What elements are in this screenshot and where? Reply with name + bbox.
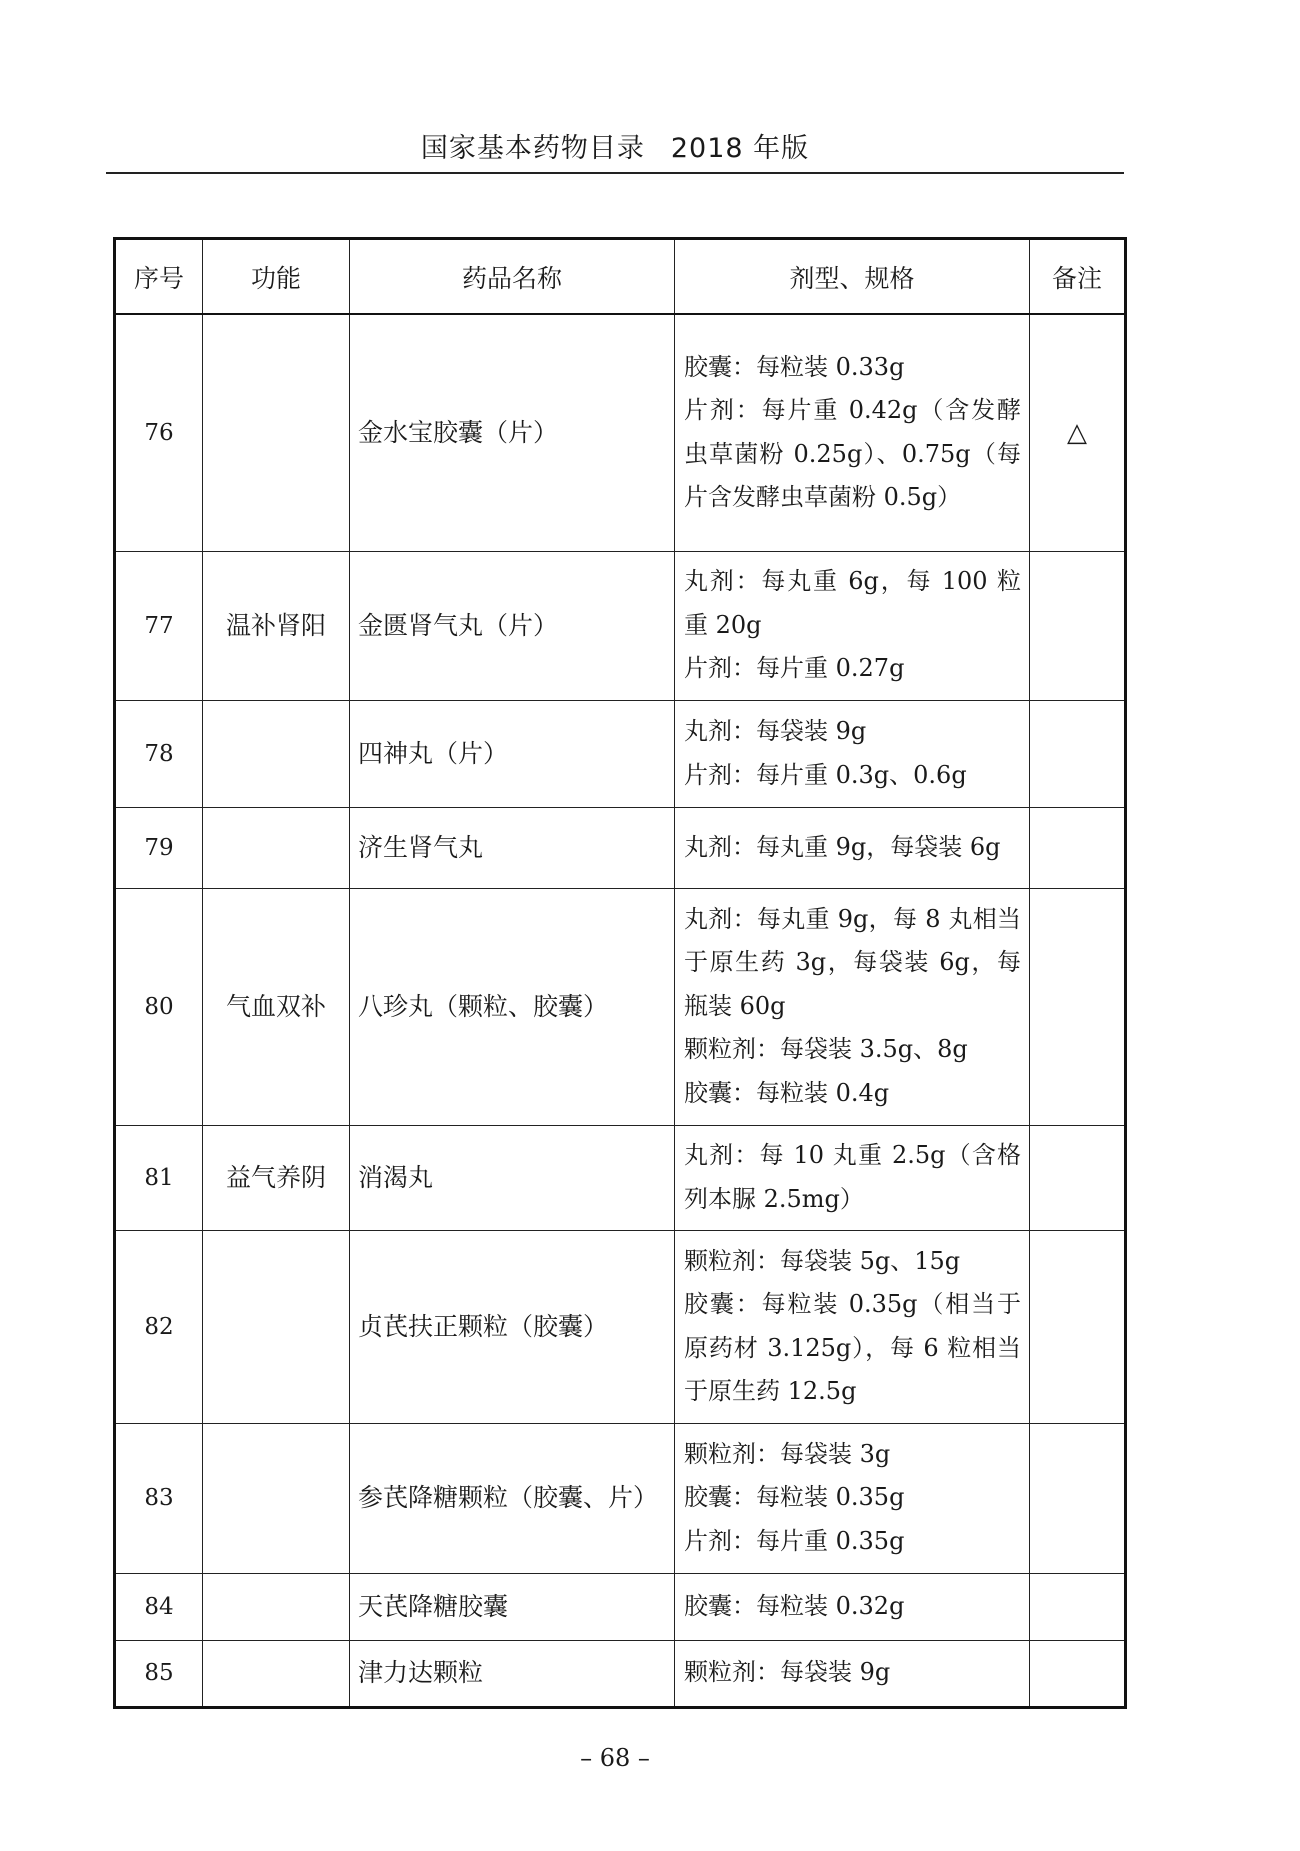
row-spec bbox=[675, 1640, 1030, 1707]
row-note bbox=[1030, 1573, 1126, 1640]
header-function: 功能 bbox=[203, 239, 350, 315]
row-name: 消渴丸 bbox=[350, 1125, 675, 1230]
spec-line: 丸剂：每袋装 9g bbox=[684, 717, 867, 745]
row-note bbox=[1030, 551, 1126, 700]
row-note bbox=[1030, 1423, 1126, 1573]
header-spec: 剂型、规格 bbox=[675, 239, 1030, 315]
spec-line: 片剂：每片重 0.42g（含发酵虫草菌粉 0.25g）、0.75g（每片含发酵虫草菌粉 0.5g） bbox=[684, 396, 1021, 512]
row-function: 温补肾阳 bbox=[203, 551, 350, 700]
spec-line: 丸剂：每丸重 9g，每 8 丸相当于原生药 3g，每袋装 6g，每瓶装 60g bbox=[684, 904, 1021, 1020]
header-no: 序号 bbox=[115, 239, 203, 315]
row-name: 八珍丸（颗粒、胶囊） bbox=[350, 888, 675, 1125]
drug-catalog-table bbox=[113, 237, 1127, 1709]
spec-line: 丸剂：每丸重 9g，每袋装 6g bbox=[684, 832, 1001, 861]
table-header-row bbox=[115, 239, 1126, 315]
row-note bbox=[1030, 1640, 1126, 1707]
spec-line: 片剂：每片重 0.35g bbox=[684, 1526, 905, 1555]
row-no: 85 bbox=[115, 1640, 203, 1707]
table-row bbox=[115, 888, 1126, 1125]
row-no: 84 bbox=[115, 1573, 203, 1640]
row-no: 78 bbox=[115, 700, 203, 807]
row-no: 81 bbox=[115, 1125, 203, 1230]
spec-line: 胶囊：每粒装 0.32g bbox=[684, 1591, 905, 1620]
row-function bbox=[203, 1230, 350, 1423]
row-note: △ bbox=[1030, 314, 1126, 551]
spec-line: 颗粒剂：每袋装 9g bbox=[684, 1658, 891, 1687]
row-function: 气血双补 bbox=[203, 888, 350, 1125]
row-spec bbox=[675, 1125, 1030, 1230]
spec-line: 颗粒剂：每袋装 3g bbox=[684, 1439, 891, 1468]
row-no: 77 bbox=[115, 551, 203, 700]
row-function bbox=[203, 314, 350, 551]
table-row bbox=[115, 551, 1126, 700]
spec-line: 胶囊：每粒装 0.35g（相当于原药材 3.125g），每 6 粒相当于原生药 12.5g bbox=[684, 1290, 1021, 1405]
row-spec bbox=[675, 807, 1030, 888]
edition-year: 2018 年版 bbox=[670, 133, 810, 164]
row-name: 金水宝胶囊（片） bbox=[350, 314, 675, 551]
page-number: – 68 – bbox=[580, 1744, 650, 1772]
row-name: 济生肾气丸 bbox=[350, 807, 675, 888]
table-row bbox=[115, 1423, 1126, 1573]
spec-line: 胶囊：每粒装 0.35g bbox=[684, 1483, 905, 1512]
row-spec bbox=[675, 551, 1030, 700]
row-note bbox=[1030, 700, 1126, 807]
row-note bbox=[1030, 888, 1126, 1125]
row-spec bbox=[675, 1230, 1030, 1423]
spec-line: 颗粒剂：每袋装 5g、15g bbox=[684, 1246, 961, 1275]
row-spec bbox=[675, 314, 1030, 551]
row-note bbox=[1030, 1230, 1126, 1423]
row-no: 82 bbox=[115, 1230, 203, 1423]
spec-line: 胶囊：每粒装 0.33g bbox=[684, 352, 905, 381]
row-function bbox=[203, 1573, 350, 1640]
row-name: 四神丸（片） bbox=[350, 700, 675, 807]
header-note: 备注 bbox=[1030, 239, 1126, 315]
spec-line: 胶囊：每粒装 0.4g bbox=[684, 1078, 890, 1107]
row-no: 79 bbox=[115, 807, 203, 888]
table-row bbox=[115, 314, 1126, 551]
document-title: 国家基本药物目录 bbox=[420, 133, 645, 164]
row-name: 参芪降糖颗粒（胶囊、片） bbox=[350, 1423, 675, 1573]
row-no: 83 bbox=[115, 1423, 203, 1573]
row-spec bbox=[675, 1423, 1030, 1573]
row-note bbox=[1030, 1125, 1126, 1230]
table-row bbox=[115, 1573, 1126, 1640]
row-name: 贞芪扶正颗粒（胶囊） bbox=[350, 1230, 675, 1423]
row-no: 80 bbox=[115, 888, 203, 1125]
row-name: 金匮肾气丸（片） bbox=[350, 551, 675, 700]
row-no: 76 bbox=[115, 314, 203, 551]
table-row bbox=[115, 1640, 1126, 1707]
spec-line: 片剂：每片重 0.27g bbox=[684, 654, 905, 683]
row-note bbox=[1030, 807, 1126, 888]
table-row bbox=[115, 1230, 1126, 1423]
page-header bbox=[106, 126, 1124, 165]
header-divider bbox=[106, 172, 1124, 174]
table-row bbox=[115, 700, 1126, 807]
row-function: 益气养阴 bbox=[203, 1125, 350, 1230]
header-name: 药品名称 bbox=[350, 239, 675, 315]
row-spec bbox=[675, 1573, 1030, 1640]
spec-line: 片剂：每片重 0.3g、0.6g bbox=[684, 760, 967, 789]
table-row bbox=[115, 807, 1126, 888]
row-function bbox=[203, 1423, 350, 1573]
row-spec bbox=[675, 700, 1030, 807]
row-function bbox=[203, 700, 350, 807]
row-function bbox=[203, 807, 350, 888]
spec-line: 丸剂：每丸重 6g，每 100 粒重 20g bbox=[684, 567, 1021, 639]
table-row bbox=[115, 1125, 1126, 1230]
row-name: 天芪降糖胶囊 bbox=[350, 1573, 675, 1640]
spec-line: 颗粒剂：每袋装 3.5g、8g bbox=[684, 1035, 968, 1064]
row-name: 津力达颗粒 bbox=[350, 1640, 675, 1707]
spec-line: 丸剂：每 10 丸重 2.5g（含格列本脲 2.5mg） bbox=[684, 1141, 1021, 1213]
row-spec bbox=[675, 888, 1030, 1125]
row-function bbox=[203, 1640, 350, 1707]
